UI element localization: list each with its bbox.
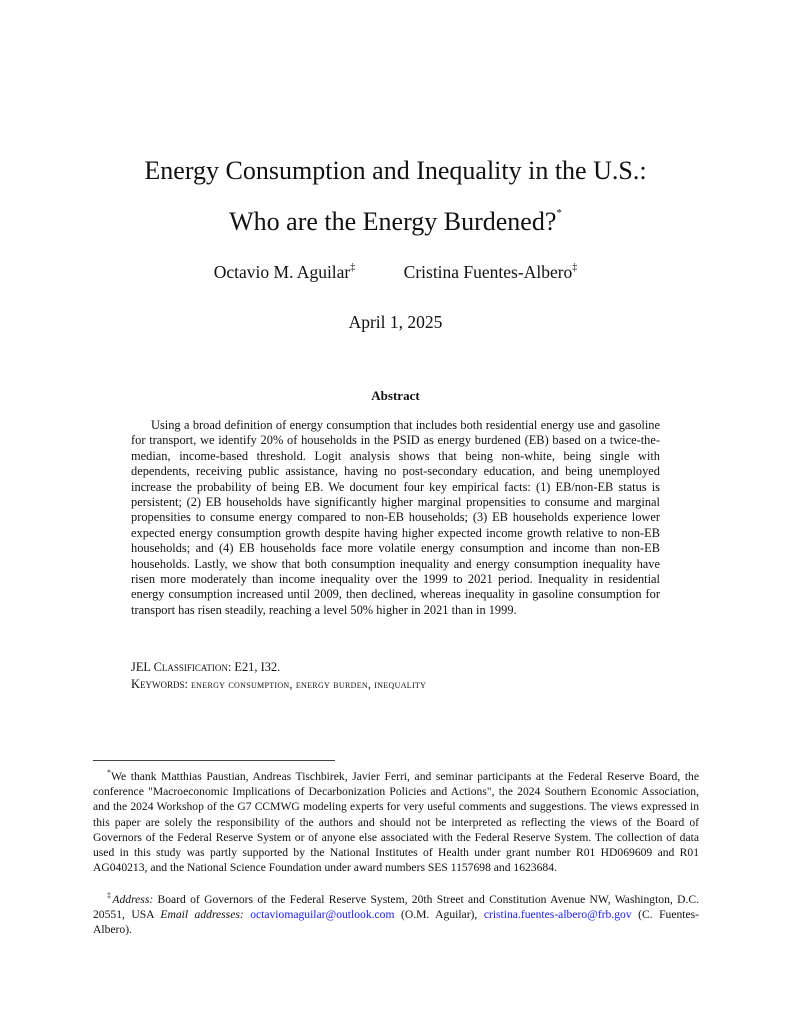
title-footnote-mark[interactable]: * [556, 207, 562, 219]
jel-codes: E21, I32. [234, 660, 281, 674]
author-name: Cristina Fuentes-Albero [403, 262, 573, 282]
author-2 [404, 262, 578, 283]
author-1 [214, 262, 356, 283]
address-text: Board of Governors of the Federal Reserve System, 20th Street and Constitution Avenue NW, Washington, D.C. 20551, USA [93, 893, 699, 922]
title-line-2-text: Who are the Energy Burdened? [229, 207, 557, 236]
footnote-mark: ‡ [107, 891, 113, 900]
footnote-mark: * [107, 768, 111, 777]
keywords-values: energy consumption, energy burden, inequality [191, 679, 427, 691]
author-footnote-mark[interactable]: ‡ [572, 262, 578, 273]
abstract-body: Using a broad definition of energy consumption that includes both residential energy use and gasoline for transport, we identify 20% of households in the PSID as energy burdened (EB) based on a twice-the-median, income-based threshold. Logit analysis shows that being non-white, being single with dependents, receiving public assistance, having no post-secondary education, and being unemployed increase the probability of being EB. We document four key empirical facts: (1) EB/non-EB status is persistent; (2) EB households have significantly higher marginal propensities to consume and marginal propensities to consume energy compared to non-EB households; (3) EB households experience lower expected energy consumption growth despite having higher expected income growth relative to non-EB households; and (4) EB households face more volatile energy consumption and income than non-EB households. Lastly, we show that both consumption inequality and energy consumption inequality have risen more moderately than income inequality over the 1999 to 2021 period. Inequality in residential energy consumption increased until 2009, then declined, whereas inequality in gasoline consumption for transport has risen steadily, reaching a level 50% higher in 2021 than in 1999. [131, 418, 660, 617]
email-owner-fuentes-albero: (C. Fuentes-Albero). [93, 908, 700, 937]
paper-title [60, 150, 731, 243]
address-label: Address: [112, 893, 154, 906]
email-link-fuentes-albero[interactable]: cristina.fuentes-albero@frb.gov [483, 908, 632, 922]
keywords-label: Keywords: [131, 677, 188, 691]
title-line-2 [60, 192, 731, 243]
author-footnote-mark[interactable]: ‡ [350, 262, 356, 273]
jel-label: JEL Classification: [131, 660, 232, 674]
acknowledgements-text: We thank Matthias Paustian, Andreas Tischbirek, Javier Ferri, and seminar participants at the Federal Reserve Board, the conference "Macroeconomic Implications of Decarbonization Policies and Actions", the 2024 Southern Economic Association, and the 2024 Workshop of the G7 CCMWG modeling experts for very useful comments and suggestions. The views expressed in this paper are solely the responsibility of the authors and should not be interpreted as reflecting the views of the Board of Governors of the Federal Reserve System or of anyone else associated with the Federal Reserve System. The collection of data used in this study was partly supported by the National Institutes of Health under grant number R01 HD069609 and R01 AG040213, and the National Science Foundation under award numbers SES 1157698 and 1623684. [93, 770, 699, 875]
title-line-1: Energy Consumption and Inequality in the U.S.: [144, 156, 647, 185]
footnote-divider [93, 760, 335, 761]
author-name: Octavio M. Aguilar [213, 262, 351, 282]
author-list [60, 262, 731, 283]
keywords [131, 677, 660, 693]
email-label: Email addresses: [160, 908, 244, 922]
publication-date: April 1, 2025 [348, 312, 443, 332]
footnote-address [93, 888, 699, 938]
email-owner-aguilar: (O.M. Aguilar), [394, 908, 478, 922]
footnote-acknowledgements [93, 765, 699, 875]
email-link-aguilar[interactable]: octaviomaguilar@outlook.com [250, 908, 395, 922]
abstract-heading: Abstract [371, 388, 420, 403]
jel-classification [131, 660, 660, 675]
